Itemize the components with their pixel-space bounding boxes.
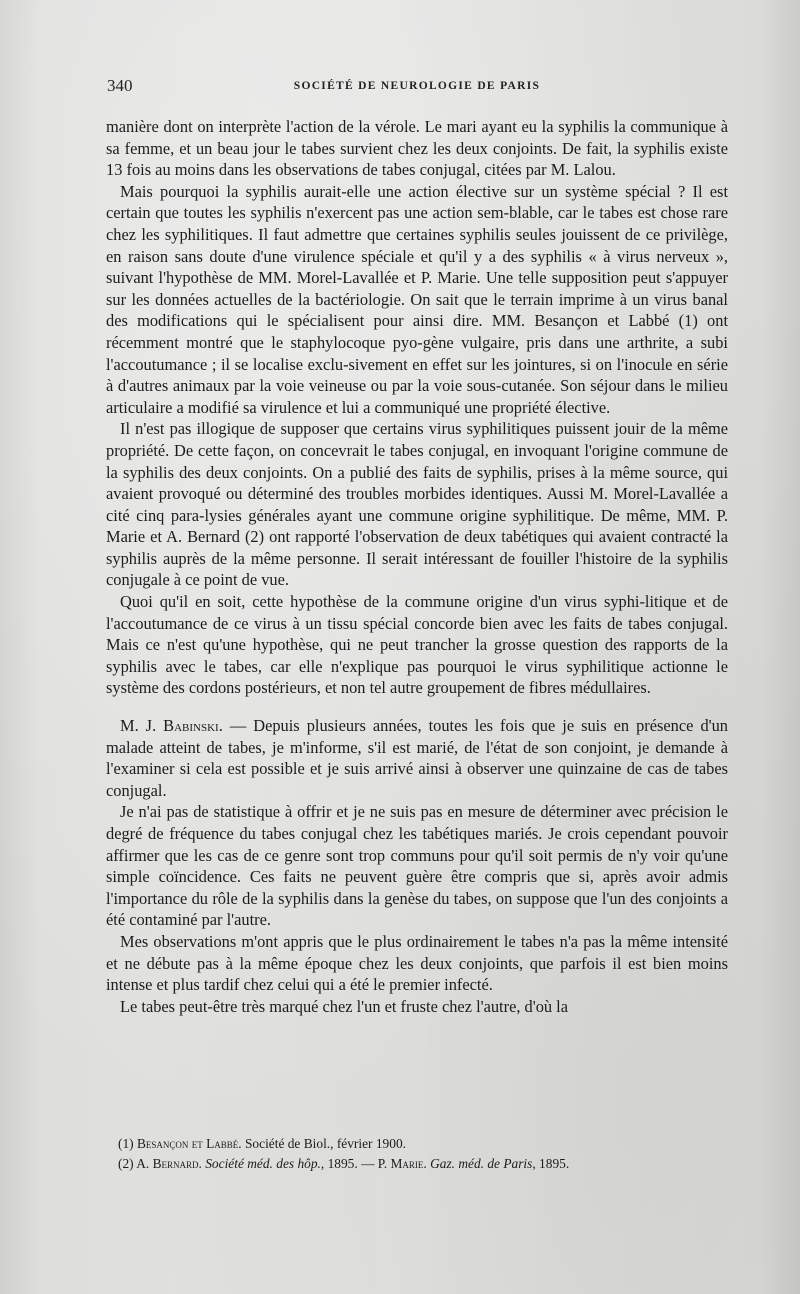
paragraph-babinski <box>106 715 728 801</box>
paragraph-babinski-text: — Depuis plusieurs années, toutes les fois que je suis en présence d'un malade atteint de tabes, je m'informe, s'il est marié, de l'état de son conjoint, je demande à l'examiner si cela est possible et je suis arrivé ainsi à observer une quinzaine de cas de tabes conjugal. <box>106 716 728 800</box>
paragraph-1: manière dont on interprète l'action de la vérole. Le mari ayant eu la syphilis la communique à sa femme, et un beau jour le tabes survient chez les deux conjoints. De fait, la syphilis existe 13 fois au moins dans les observations de tabes conjugal, citées par M. Lalou. <box>106 117 728 180</box>
footnote-2-end: , 1895. <box>532 1156 570 1171</box>
running-head: SOCIÉTÉ DE NEUROLOGIE DE PARIS <box>293 80 541 92</box>
footnote-2-author-1: Bernard <box>152 1156 199 1171</box>
footnote-2-sep-2: . <box>423 1156 431 1171</box>
paragraph-6: Je n'ai pas de statistique à offrir et je ne suis pas en mesure de déterminer avec précision le degré de fréquence du tabes conjugal chez les tabétiques mariés. Je crois cependant pouvoir affirmer que les cas de ce genre sont trop communs pour qu'il soit permis de n'y voir qu'une simple coïncidence. Ces faits ne peuvent guère être compris que si, après avoir admis l'importance du rôle de la syphilis dans la genèse du tabes, on suppose que l'un des conjoints a été contaminé par l'autre. <box>106 802 728 930</box>
page-header <box>107 76 727 100</box>
footnote-2-journal-1: Société méd. des hôp. <box>205 1156 321 1171</box>
footnote-2-number: (2) A. <box>118 1156 153 1171</box>
paragraph-3: Il n'est pas illogique de supposer que certains virus syphilitiques puissent jouir de la même propriété. De cette façon, on concevrait le tabes conjugal, en invoquant l'origine commune de la syphilis des deux conjoints. On a publié des faits de syphilis, prises à la même source, qui avaient provoqué ou déterminé des troubles morbides identiques. Aussi M. Morel-Lavallée a cité cinq para-lysies générales ayant une commune origine syphilitique. De même, MM. P. Marie et A. Bernard (2) ont rapporté l'observation de deux tabétiques qui avaient contracté la syphilis auprès de la même personne. Il serait intéressant de fouiller l'histoire de la syphilis conjugale à ce point de vue. <box>106 419 728 590</box>
footnote-1-number: (1) <box>118 1136 137 1151</box>
footnotes <box>118 1134 738 1174</box>
footnote-2-mid: , 1895. — P. <box>320 1156 391 1171</box>
footnote-2-author-2: Marie <box>390 1156 424 1171</box>
footnote-2-journal-2: Gaz. méd. de Paris <box>430 1156 533 1171</box>
speaker-name: M. J. Babinski. <box>120 716 223 736</box>
paragraph-2: Mais pourquoi la syphilis aurait-elle une action élective sur un système spécial ? Il est certain que toutes les syphilis n'exercent pas une action sem-blable, car le tabes est chose rare chez les syphilitiques. Il faut admettre que certaines syphilis seules jouissent de ce privilège, en raison sans doute d'une virulence spéciale et qu'il y a des syphilis « à virus nerveux », suivant l'hypothèse de MM. Morel-Lavallée et P. Marie. Une telle supposition peut s'appuyer sur les données actuelles de la bactériologie. On sait que le terrain imprime à un virus banal des modifications qui le spécialisent pour ainsi dire. MM. Besançon et Labbé (1) ont récemment montré que le staphylocoque pyo-gène vulgaire, pris dans une arthrite, a subi l'accoutumance ; il se localise exclu-sivement en effet sur les jointures, si on l'inocule en série à d'autres animaux par la voie veineuse ou par la voie sous-cutanée. Son séjour dans le milieu articulaire a modifié sa virulence et lui a communiqué une propriété élective. <box>106 181 728 417</box>
footnote-1 <box>118 1134 738 1154</box>
paragraph-4: Quoi qu'il en soit, cette hypothèse de la commune origine d'un virus syphi-litique et de l'accoutumance de ce virus à un tissu spécial concorde bien avec les faits de tabes conjugal. Mais ce n'est qu'une hypothèse, qui ne peut trancher la grosse question des rapports de la syphilis avec le tabes, car elle n'explique pas pourquoi le virus syphilitique actionne le système des cordons postérieurs, et non tel autre groupement de fibres médullaires. <box>106 592 728 698</box>
footnote-2-sep-1: . <box>198 1156 206 1171</box>
footnote-1-authors: Besançon et Labbé <box>136 1136 239 1151</box>
footnote-1-source: . Société de Biol., février 1900. <box>238 1136 406 1151</box>
footnote-2 <box>118 1154 738 1174</box>
body-text <box>106 116 728 1017</box>
page-number: 340 <box>107 76 133 95</box>
paragraph-7: Mes observations m'ont appris que le plus ordinairement le tabes n'a pas la même intensité et ne débute pas à la même époque chez les deux conjoints, que parfois il est bien moins intense et plus tardif chez celui qui a été le premier infecté. <box>106 931 728 995</box>
paragraph-8: Le tabes peut-être très marqué chez l'un et fruste chez l'autre, d'où la <box>120 996 569 1016</box>
